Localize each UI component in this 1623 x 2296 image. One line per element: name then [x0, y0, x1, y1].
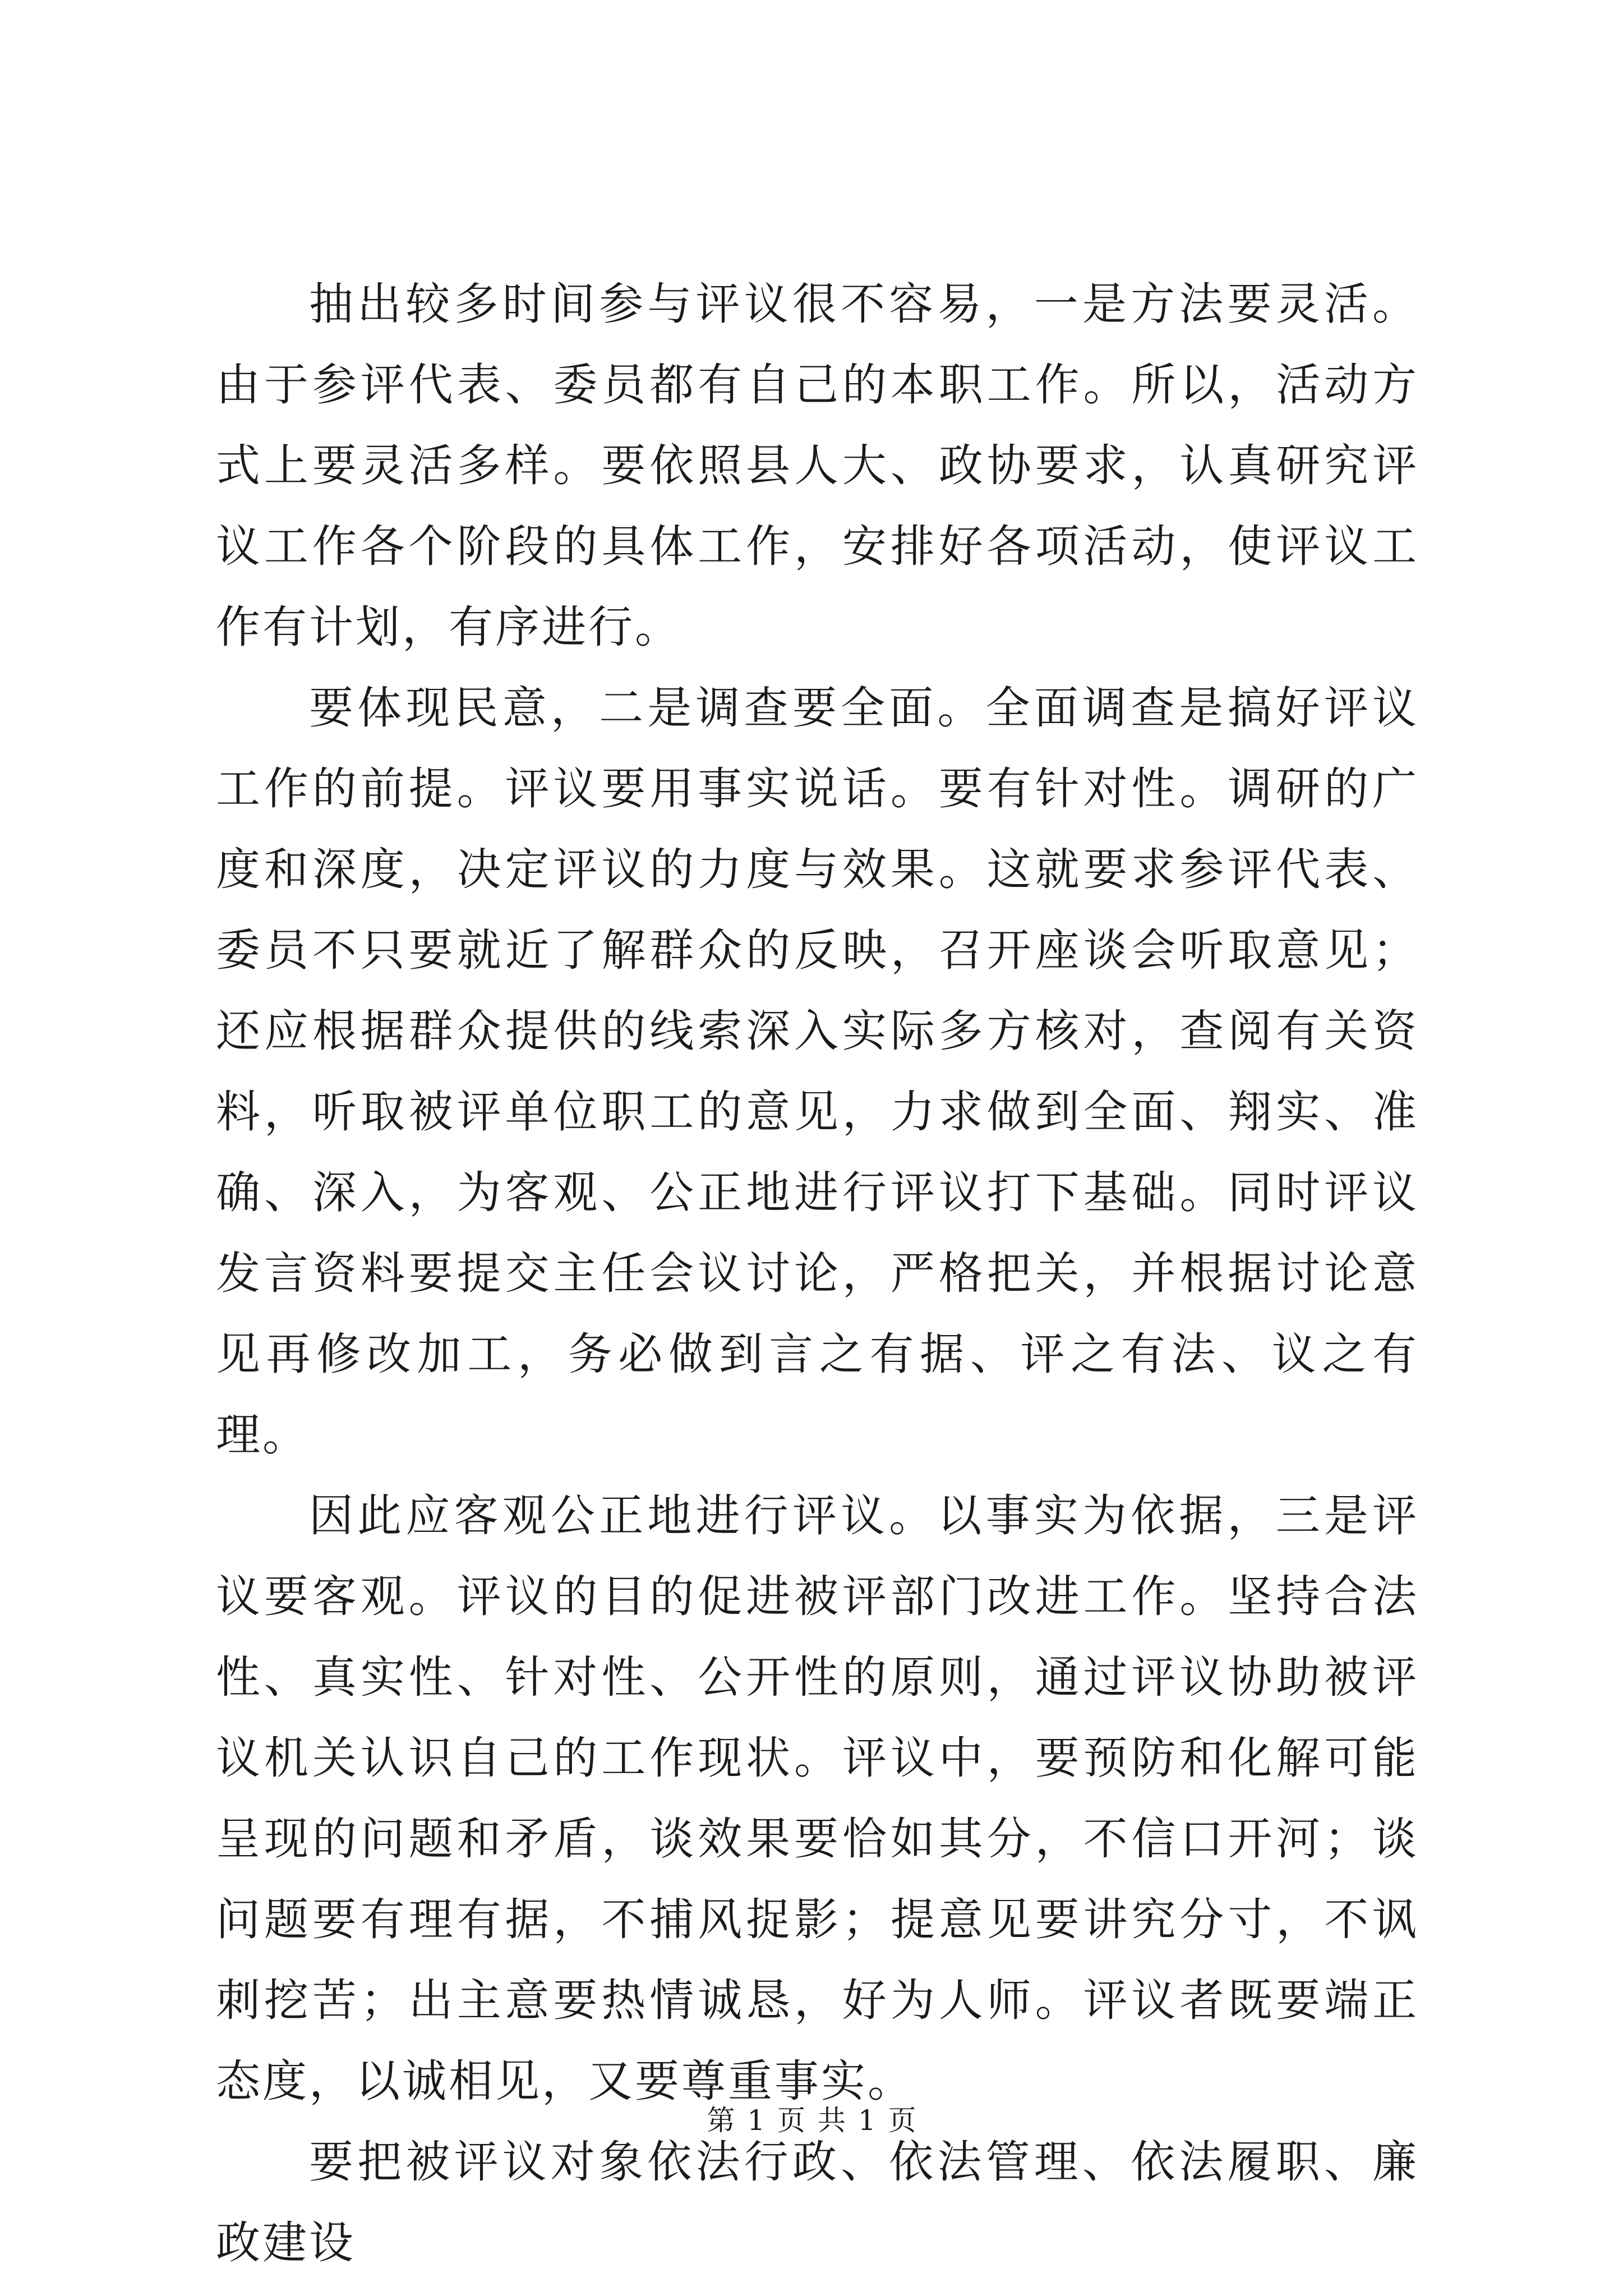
- page-number-label: 第 1 页 共 1 页: [707, 2104, 916, 2137]
- paragraph: 因此应客观公正地进行评议。以事实为依据，三是评议要客观。评议的目的促进被评部门改进工作。坚持合法性、真实性、针对性、公开性的原则，通过评议协助被评议机关认识自己的工作现状。评议中，要预防和化解可能呈现的问题和矛盾，谈效果要恰如其分，不信口开河；谈问题要有理有据，不捕风捉影；提意见要讲究分寸，不讽刺挖苦；出主意要热情诚恳，好为人师。评议者既要端正态度，以诚相见，又要尊重事实。: [216, 1490, 1419, 2107]
- paragraph: 抽出较多时间参与评议很不容易，一是方法要灵活。由于参评代表、委员都有自己的本职工作。所以，活动方式上要灵活多样。要依照县人大、政协要求，认真研究评议工作各个阶段的具体工作，安排好各项活动，使评议工作有计划，有序进行。: [216, 278, 1419, 653]
- paragraph: 要把被评议对象依法行政、依法管理、依法履职、廉政建设: [216, 2136, 1419, 2269]
- page-footer: [0, 2101, 1623, 2140]
- document-body: [216, 264, 1419, 2283]
- paragraph: 要体现民意，二是调查要全面。全面调查是搞好评议工作的前提。评议要用事实说话。要有针对性。调研的广度和深度，决定评议的力度与效果。这就要求参评代表、委员不只要就近了解群众的反映，召开座谈会听取意见；还应根据群众提供的线索深入实际多方核对，查阅有关资料，听取被评单位职工的意见，力求做到全面、翔实、准确、深入，为客观、公正地进行评议打下基础。同时评议发言资料要提交主任会议讨论，严格把关，并根据讨论意见再修改加工，务必做到言之有据、评之有法、议之有理。: [216, 682, 1419, 1461]
